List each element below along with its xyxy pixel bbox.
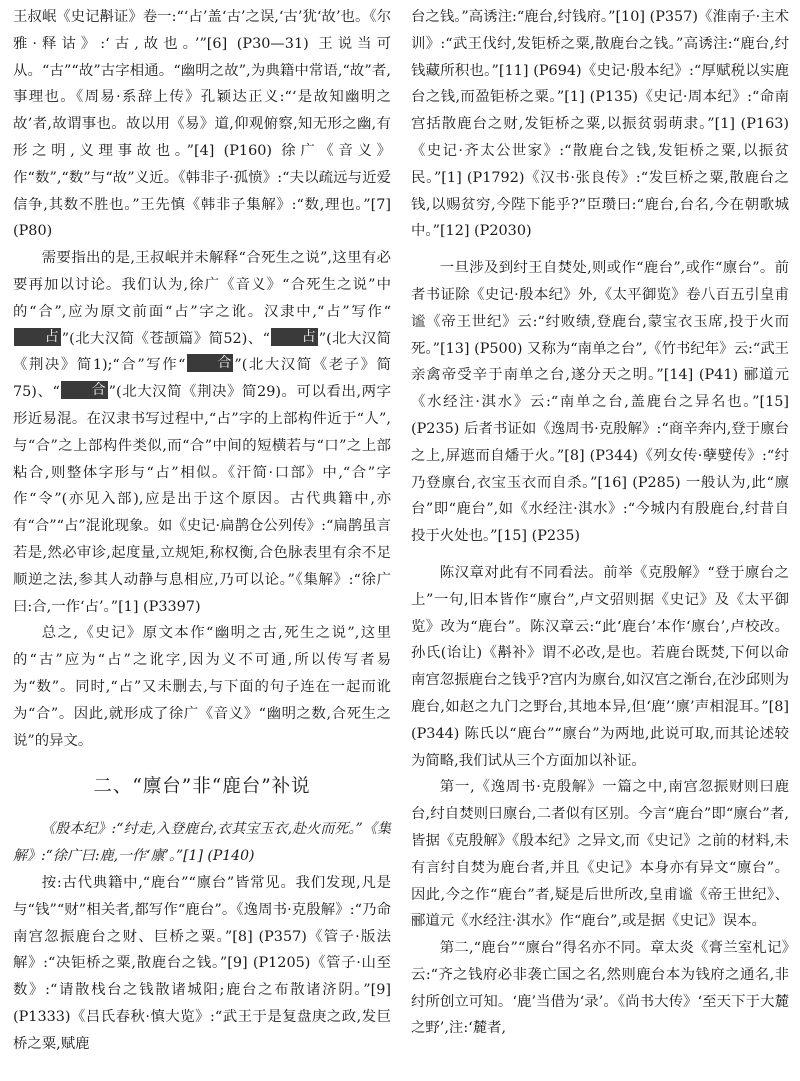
left-paragraph-2-part-d: ”(北大汉简《老子》简75)、“	[13, 357, 391, 401]
block-quote: 《殷本纪》:“纣走,入登鹿台,衣其宝玉衣,赴火而死。”《集解》:“徐广曰:鹿,一作‘廪’。”[1] (P140)	[13, 821, 391, 865]
left-paragraph-1: 王叔岷《史记斠证》卷一:“‘占’盖‘古’之误,‘古’犹‘故’也。《尔雅·释诂》:‘古,故也。’”[6] (P30—31) 王说当可从。“古”“故”古字相通。“幽明之故”,为典籍中常语,“故”者,事理也。《周易·系辞上传》孔颖达正义:“‘是故知幽明之故’者,故谓事也。故以用《易》道,仰观俯察,知无形之幽,有形之明,义理事故也。”[4] (P160) 徐广《音义》作“数”,“数”与“故”义近。《韩非子·孤愤》:“夫以疏远与近爱信争,其数不胜也。”王先慎《韩非子集解》:“数,理也。”[7] (P80)	[13, 9, 391, 240]
right-paragraph-1: 台之钱。”高诱注:“鹿台,纣钱府。”[10] (P357)《淮南子·主术训》:“武王伐纣,发钜桥之粟,散鹿台之钱。”高诱注:“鹿台,纣钱藏所积也。”[11] (P694)《史记·殷本纪》:“厚赋税以实鹿台之钱,而盈钜桥之粟。”[1] (P135)《史记·周本纪》:“命南宫括散鹿台之财,发钜桥之粟,以振贫弱萌隶。”[1] (P163)《史记·齐太公世家》:“散鹿台之钱,发钜桥之粟,以振贫民。”[1] (P1792)《汉书·张良传》:“发巨桥之粟,散鹿台之钱,以赐贫穷,今陛下能乎?”臣瓒曰:“鹿台,台名,今在朝歌城中。”[12] (P2030)	[411, 9, 789, 240]
section-heading: 二、“廪台”非“鹿台”补说	[93, 776, 311, 798]
right-paragraph-5: 第二,“鹿台”“廪台”得名亦不同。章太炎《膏兰室札记》云:“齐之钱府必非袭亡国之名,然则鹿台本为钱府之通名,非纣所创立可知。‘鹿’当借为‘录’。《尚书大传》‘至天下于大麓之野’,注:‘麓者,	[411, 940, 789, 1037]
left-paragraph-2	[13, 245, 391, 620]
left-paragraph-3: 总之,《史记》原文本作“幽明之古,死生之说”,这里的“古”应为“占”之讹字,因为义不可通,所以传写者易为“数”。同时,“占”又未删去,与下面的句子连在一起而讹为“合”。因此,就形成了徐广《音义》“幽明之数,合死生之说”的异文。	[13, 625, 391, 749]
left-paragraph-2-part-a: 需要指出的是,王叔岷并未解释“合死生之说”,这里有必要再加以讨论。我们认为,徐广《音义》“合死生之说”中的“合”,应为原文前面“占”字之讹。汉隶中,“占”写作“	[13, 250, 391, 320]
glyph-image-he-1: 合	[187, 354, 234, 372]
left-paragraph-2-part-c: ”(北大汉简《荆决》简1);“合”写作“	[13, 330, 391, 374]
left-column	[13, 4, 391, 1057]
glyph-image-zhan-1: 占	[14, 328, 61, 346]
glyph-image-he-2: 合	[61, 381, 108, 399]
right-paragraph-2: 一旦涉及到纣王自焚处,则或作“鹿台”,或作“廪台”。前者书证除《史记·殷本纪》外,《太平御览》卷八百五引皇甫谧《帝王世纪》云:“纣败绩,登鹿台,蒙宝衣玉席,投于火而死。”[13] (P500) 又称为“南单之台”,《竹书纪年》云:“武王亲禽帝受辛于南单之台,遂分天之明。”[14] (P41) 郦道元《水经注·淇水》云:“南单之台,盖鹿台之异名也。”[15] (P235) 后者书证如《逸周书·克殷解》:“商辛奔内,登于廪台之上,屏遮而自燔于火。”[8] (P344)《列女传·孽嬖传》:“纣乃登廪台,衣宝玉衣而自杀。”[16] (P285) 一般认为,此“廪台”即“鹿台”,如《水经注·淇水》:“今城内有殷鹿台,纣昔自投于火处也。”[15] (P235)	[411, 260, 789, 545]
right-paragraph-3: 陈汉章对此有不同看法。前举《克殷解》“登于廪台之上”一句,旧本皆作“廪台”,卢文弨则据《史记》及《太平御览》改为“鹿台”。陈汉章云:“此‘鹿台’本作‘廪台’,卢校改。孙氏(诒让)《斠补》谓不必改,是也。若鹿台既焚,下何以命南宫忽振鹿台之钱乎?宫内为廪台,如汉宫之渐台,在沙邱则为鹿台,如赵之九门之野台,其地本异,但‘鹿’‘廪’声相混耳。”[8] (P344) 陈氏以“鹿台”“廪台”为两地,此说可取,而其论述较为简略,我们试从三个方面加以补证。	[411, 564, 789, 769]
glyph-image-zhan-2: 占	[271, 328, 318, 346]
left-paragraph-4: 按:古代典籍中,“鹿台”“廪台”皆常见。我们发现,凡是与“钱”“财”相关者,都写作“鹿台”。《逸周书·克殷解》:“乃命南宫忽振鹿台之财、巨桥之粟。”[8] (P357)《管子·版法解》:“决钜桥之粟,散鹿台之钱。”[9] (P1205)《管子·山至数》:“请散栈台之钱散诸城阳;鹿台之布散诸济阴。”[9] (P1333)《吕氏春秋·慎大览》:“武王于是复盘庚之政,发巨桥之粟,赋鹿	[13, 874, 391, 1052]
left-paragraph-2-part-b: ”(北大汉简《苍颉篇》简52)、“	[61, 330, 270, 347]
left-paragraph-2-part-e: ”(北大汉简《荆决》简29)。可以看出,两字形近易混。在汉隶书写过程中,“占”字的上部构件近于“人”,与“合”之上部构件类似,而“合”中间的短横若与“口”之上部粘合,则整体字形与“占”相似。《汗简·口部》中,“合”字作“令”(亦见入部),应是出于这个原因。古代典籍中,亦有“合”“占”混讹现象。如《史记·扁鹊仓公列传》:“扁鹊虽言若是,然必审诊,起度量,立规矩,称权衡,合色脉表里有余不足顺逆之法,参其人动静与息相应,乃可以论。”《集解》:“徐广曰:合,一作‘占’。”[1] (P3397)	[13, 384, 391, 615]
right-paragraph-4: 第一,《逸周书·克殷解》一篇之中,南宫忽振财则曰鹿台,纣自焚则曰廪台,二者似有区别。今言“鹿台”即“廪台”者,皆据《克殷解》《殷本纪》之异文,而《史记》之前的材料,未有言纣自焚为鹿台者,并且《史记》本身亦有异文“廪台”。因此,今之作“鹿台”者,疑是后世所改,皇甫谧《帝王世纪》、郦道元《水经注·淇水》作“鹿台”,或是据《史记》误本。	[411, 779, 789, 930]
right-column	[411, 4, 789, 1042]
